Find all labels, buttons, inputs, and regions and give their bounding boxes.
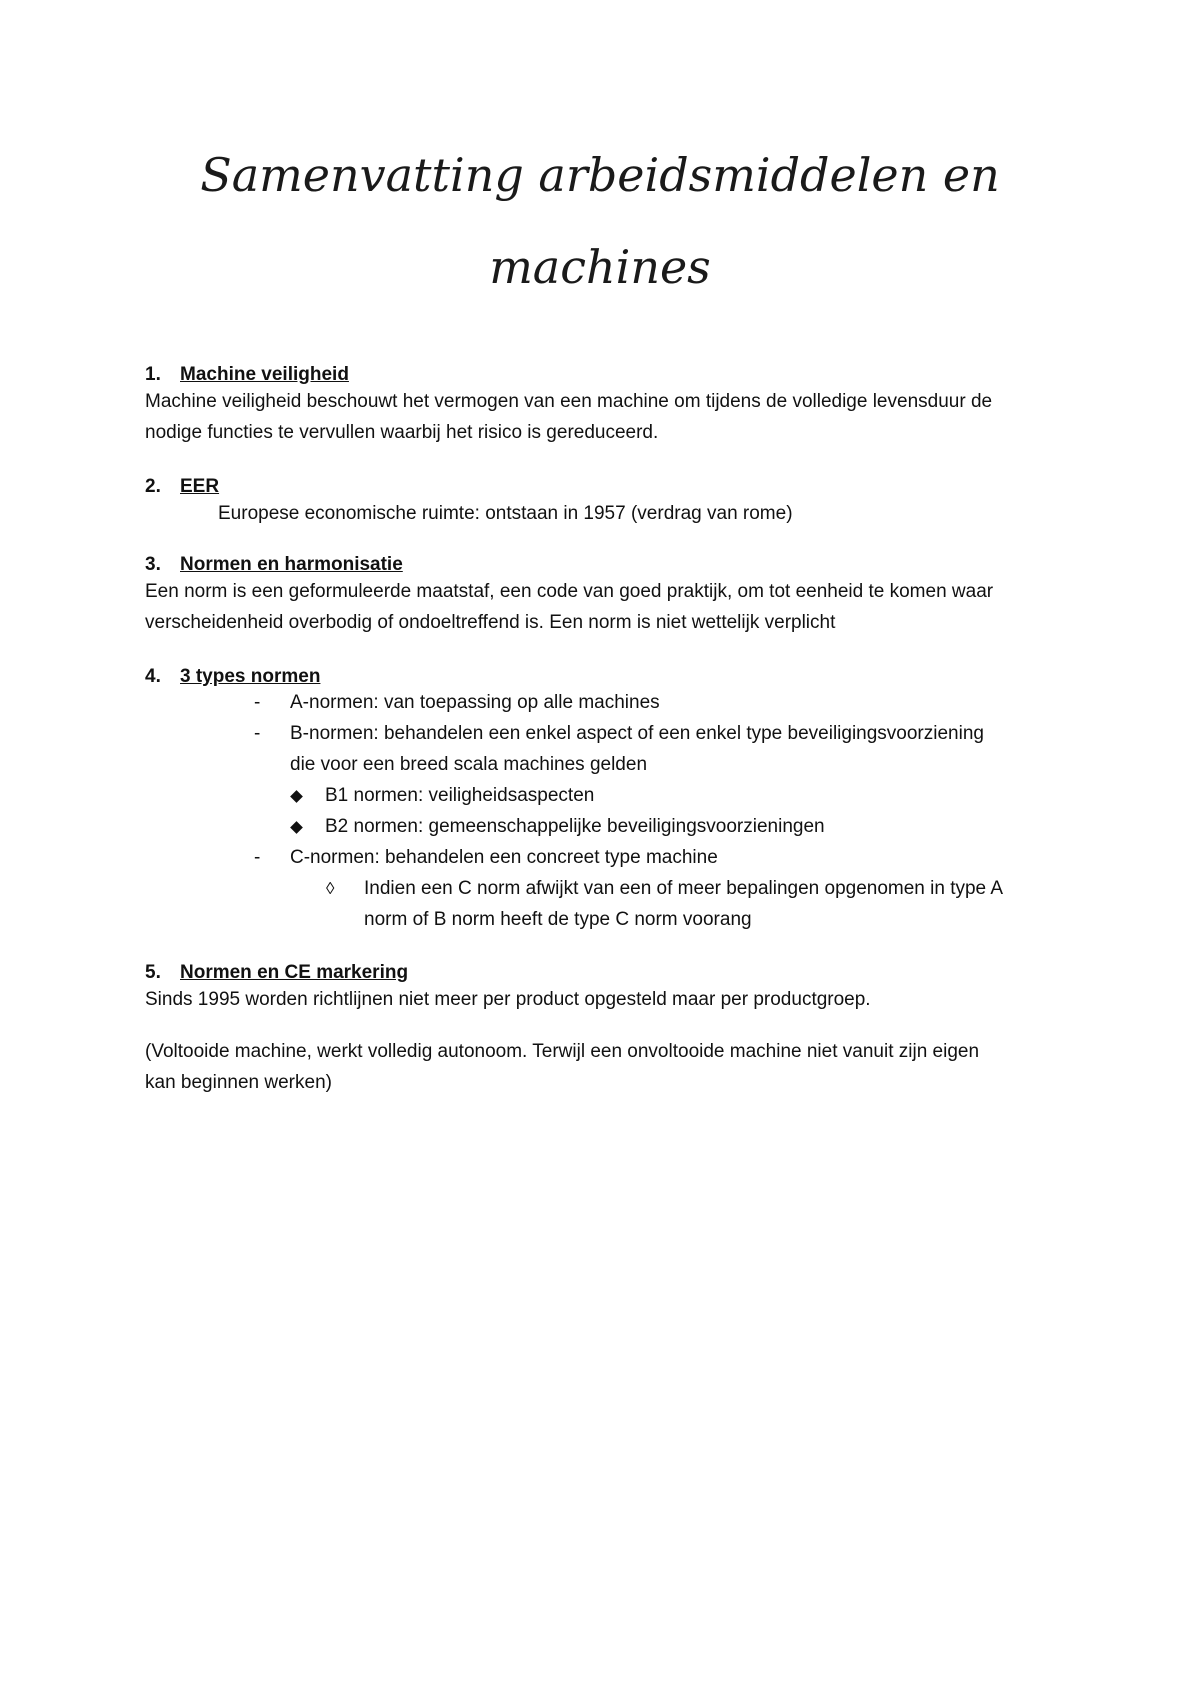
c-norm-sub-item-line-2: norm of B norm heeft de type C norm voorang	[364, 909, 752, 930]
section-3-text-line-1: Een norm is een geformuleerde maatstaf, een code van goed praktijk, om tot eenheid te komen waar	[145, 581, 994, 602]
b2-normen-item: B2 normen: gemeenschappelijke beveiligingsvoorzieningen	[325, 816, 825, 837]
section-5-text-line-2: (Voltooide machine, werkt volledig autonoom. Terwijl een onvoltooide machine niet vanuit zijn eigen	[145, 1041, 980, 1062]
section-1-heading: Machine veiligheid	[180, 364, 349, 385]
c-norm-sub-item-line-1: Indien een C norm afwijkt van een of meer bepalingen opgenomen in type A	[364, 878, 1004, 899]
section-3-number: 3.	[145, 554, 161, 575]
b-normen-item-line-1: B-normen: behandelen een enkel aspect of een enkel type beveiligingsvoorziening	[290, 723, 984, 744]
section-1-number: 1.	[145, 364, 161, 385]
section-5-text-line-3: kan beginnen werken)	[145, 1072, 332, 1093]
section-5-text-line-1: Sinds 1995 worden richtlijnen niet meer per product opgesteld maar per productgroep.	[145, 989, 871, 1010]
section-2-text-line-1: Europese economische ruimte: ontstaan in 1957 (verdrag van rome)	[218, 503, 793, 524]
section-3-text-line-2: verscheidenheid overbodig of ondoeltreffend is. Een norm is niet wettelijk verplicht	[145, 612, 836, 633]
section-1-text-line-1: Machine veiligheid beschouwt het vermogen van een machine om tijdens de volledige levensduur de	[145, 391, 993, 412]
section-2-number: 2.	[145, 476, 161, 497]
section-4-heading: 3 types normen	[180, 666, 321, 687]
c-normen-item: C-normen: behandelen een concreet type machine	[290, 847, 718, 868]
page-title-line-1: Samenvatting arbeidsmiddelen en	[200, 148, 1000, 202]
section-4-number: 4.	[145, 666, 161, 687]
list-dash: -	[254, 723, 261, 744]
section-5-number: 5.	[145, 962, 161, 983]
b1-normen-item: B1 normen: veiligheidsaspecten	[325, 785, 595, 806]
filled-diamond-bullet-icon	[290, 821, 303, 834]
section-3-heading: Normen en harmonisatie	[180, 554, 403, 575]
list-dash: -	[254, 692, 261, 713]
open-diamond-bullet-icon: ◊	[326, 879, 335, 898]
filled-diamond-bullet-icon	[290, 790, 303, 803]
section-2-heading: EER	[180, 476, 220, 497]
section-5-heading: Normen en CE markering	[180, 962, 409, 983]
b-normen-item-line-2: die voor een breed scala machines gelden	[290, 754, 648, 775]
list-dash: -	[254, 847, 261, 868]
a-normen-item: A-normen: van toepassing op alle machines	[290, 692, 660, 713]
page-title-line-2: machines	[489, 240, 711, 294]
section-1-text-line-2: nodige functies te vervullen waarbij het risico is gereduceerd.	[145, 422, 659, 443]
